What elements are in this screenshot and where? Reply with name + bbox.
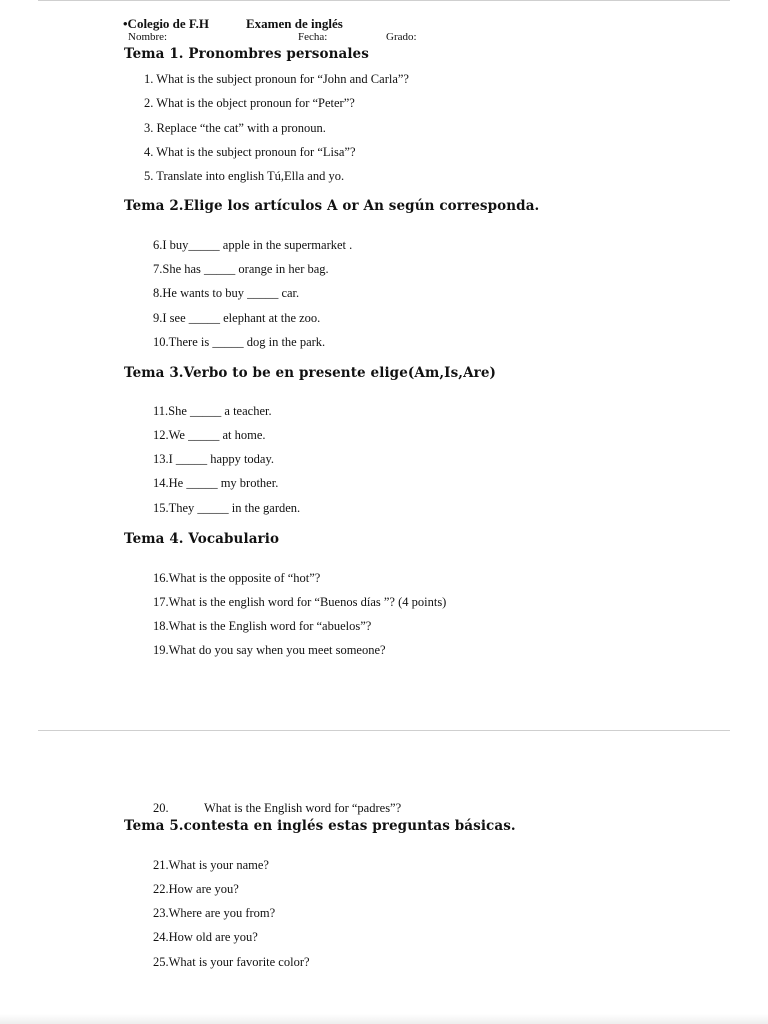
question-11: 11.She _____ a teacher. — [153, 404, 272, 418]
school-name: •Colegio de F.H — [123, 16, 210, 31]
question-21: 21.What is your name? — [153, 858, 269, 872]
exam-title: Examen de inglés — [246, 16, 343, 31]
grado-label: Grado: — [386, 31, 417, 43]
question-1: 1. What is the subject pronoun for “John and Carla”? — [144, 72, 409, 86]
page-break-divider — [38, 730, 730, 731]
question-14: 14.He _____ my brother. — [153, 476, 279, 490]
question-2: 2. What is the object pronoun for “Peter”? — [144, 96, 355, 110]
tema1-title: Tema 1. Pronombres personales — [124, 46, 369, 62]
question-12: 12.We _____ at home. — [153, 428, 266, 442]
question-6: 6.I buy_____ apple in the supermarket . — [153, 238, 353, 252]
nombre-label: Nombre: — [128, 31, 168, 43]
question-16: 16.What is the opposite of “hot”? — [153, 571, 321, 585]
question-22: 22.How are you? — [153, 882, 239, 896]
tema3-title: Tema 3.Verbo to be en presente elige(Am,Is,Are) — [124, 365, 497, 381]
question-5: 5. Translate into english Tú,Ella and yo. — [144, 169, 345, 183]
question-18: 18.What is the English word for “abuelos”? — [153, 619, 372, 633]
tema2-title: Tema 2.Elige los artículos A or An según corresponda. — [124, 198, 540, 214]
question-19: 19.What do you say when you meet someone? — [153, 643, 386, 657]
question-23: 23.Where are you from? — [153, 906, 276, 920]
question-24: 24.How old are you? — [153, 930, 258, 944]
question-4: 4. What is the subject pronoun for “Lisa”? — [144, 145, 356, 159]
tema5-title: Tema 5.contesta en inglés estas preguntas básicas. — [124, 818, 516, 834]
question-3: 3. Replace “the cat” with a pronoun. — [144, 121, 326, 135]
page-bottom-shadow — [0, 1014, 768, 1024]
question-20-number: 20. — [153, 801, 169, 815]
question-10: 10.There is _____ dog in the park. — [153, 335, 326, 349]
question-15: 15.They _____ in the garden. — [153, 501, 301, 515]
question-17: 17.What is the english word for “Buenos días ”? (4 points) — [153, 595, 447, 609]
fecha-label: Fecha: — [298, 31, 328, 43]
question-9: 9.I see _____ elephant at the zoo. — [153, 311, 321, 325]
question-13: 13.I _____ happy today. — [153, 452, 275, 466]
question-7: 7.She has _____ orange in her bag. — [153, 262, 329, 276]
question-20-text: What is the English word for “padres”? — [204, 801, 402, 815]
page-top-divider — [38, 0, 730, 1]
tema4-title: Tema 4. Vocabulario — [124, 531, 280, 547]
question-8: 8.He wants to buy _____ car. — [153, 286, 300, 300]
question-25: 25.What is your favorite color? — [153, 955, 310, 969]
